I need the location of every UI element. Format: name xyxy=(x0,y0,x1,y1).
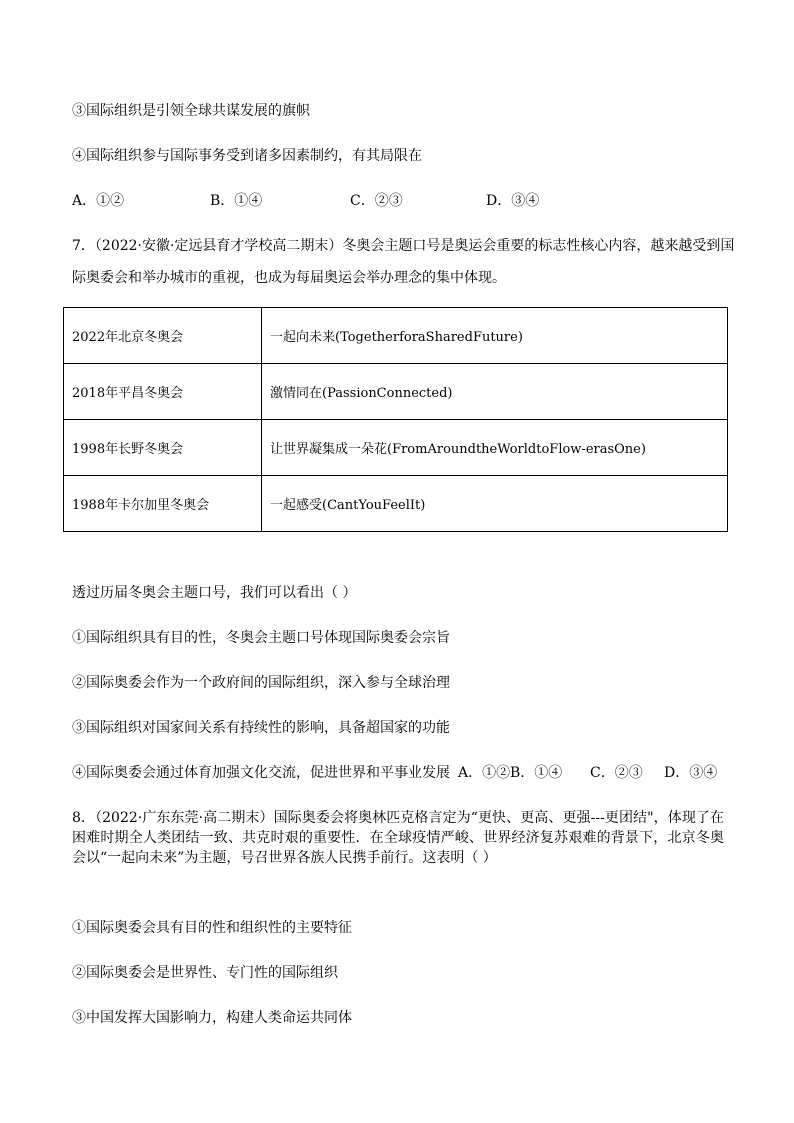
q7-item-2: ②国际奥委会作为一个政府间的国际组织，深入参与全球治理 xyxy=(72,675,450,691)
q6-option-b: B．①④ xyxy=(210,193,263,209)
q6-item-4: ④国际组织参与国际事务受到诸多因素制约，有其局限在 xyxy=(72,148,422,164)
table-row xyxy=(64,420,728,476)
q7-item-3: ③国际组织对国家间关系有持续性的影响，具备超国家的功能 xyxy=(72,720,450,736)
q8-block xyxy=(72,808,724,879)
q7-item-4: ④国际奥委会通过体育加强文化交流，促进世界和平事业发展 xyxy=(72,765,450,781)
slogan-cell: 让世界凝集成一朵花(FromAroundtheWorldtoFlow-erasOne) xyxy=(262,420,728,476)
q7-option-c: C．②③ xyxy=(590,765,643,781)
q8-item-2: ②国际奥委会是世界性、专门性的国际组织 xyxy=(72,965,338,981)
games-cell: 2022年北京冬奥会 xyxy=(64,308,262,364)
q6-option-a: A．①② xyxy=(72,193,125,209)
q7-option-a: A．①② xyxy=(458,765,511,781)
slogan-table xyxy=(63,307,728,532)
q6-option-c: C．②③ xyxy=(350,193,403,209)
q7-item-1: ①国际组织具有目的性，冬奥会主题口号体现国际奥委会宗旨 xyxy=(72,630,450,646)
games-cell: 2018年平昌冬奥会 xyxy=(64,364,262,420)
games-cell: 1988年卡尔加里冬奥会 xyxy=(64,476,262,532)
q8-item-3: ③中国发挥大国影响力，构建人类命运共同体 xyxy=(72,1010,352,1026)
q7-stem-line-2: 际奥委会和举办城市的重视，也成为每届奥运会举办理念的集中体现。 xyxy=(72,270,506,286)
q6-option-d: D．③④ xyxy=(486,193,540,209)
slogan-cell: 激情同在(PassionConnected) xyxy=(262,364,728,420)
q7-stem-line-1: 7．（2022·安徽·定远县育才学校高二期末）冬奥会主题口号是奥运会重要的标志性核心内容，越来越受到国 xyxy=(72,238,735,254)
q8-item-1: ①国际奥委会具有目的性和组织性的主要特征 xyxy=(72,920,352,936)
q7-item-4-with-options xyxy=(72,763,732,783)
table-row xyxy=(64,476,728,532)
q7-question: 透过历届冬奥会主题口号，我们可以看出（ ） xyxy=(72,585,357,601)
q6-item-3: ③国际组织是引领全球共谋发展的旗帜 xyxy=(72,103,310,119)
games-cell: 1998年长野冬奥会 xyxy=(64,420,262,476)
slogan-cell: 一起感受(CantYouFeelIt) xyxy=(262,476,728,532)
q6-options xyxy=(72,191,732,211)
q7-option-d: D．③④ xyxy=(664,765,718,781)
q8-stem: 8．（2022·广东东莞·高二期末）国际奥委会将奥林匹克格言定为“更快、更高、更强---更团结"，体现了在困难时期全人类团结一致、共克时艰的重要性．在全球疫情严峻、世界经济复苏艰难的背景下，北京冬奥会以“一起向未来”为主题，号召世界各族人民携手前行。这表明（ ） xyxy=(72,810,724,866)
table-row xyxy=(64,364,728,420)
slogan-cell: 一起向未来(TogetherforaSharedFuture) xyxy=(262,308,728,364)
q7-option-b: B．①④ xyxy=(510,765,563,781)
table-row xyxy=(64,308,728,364)
